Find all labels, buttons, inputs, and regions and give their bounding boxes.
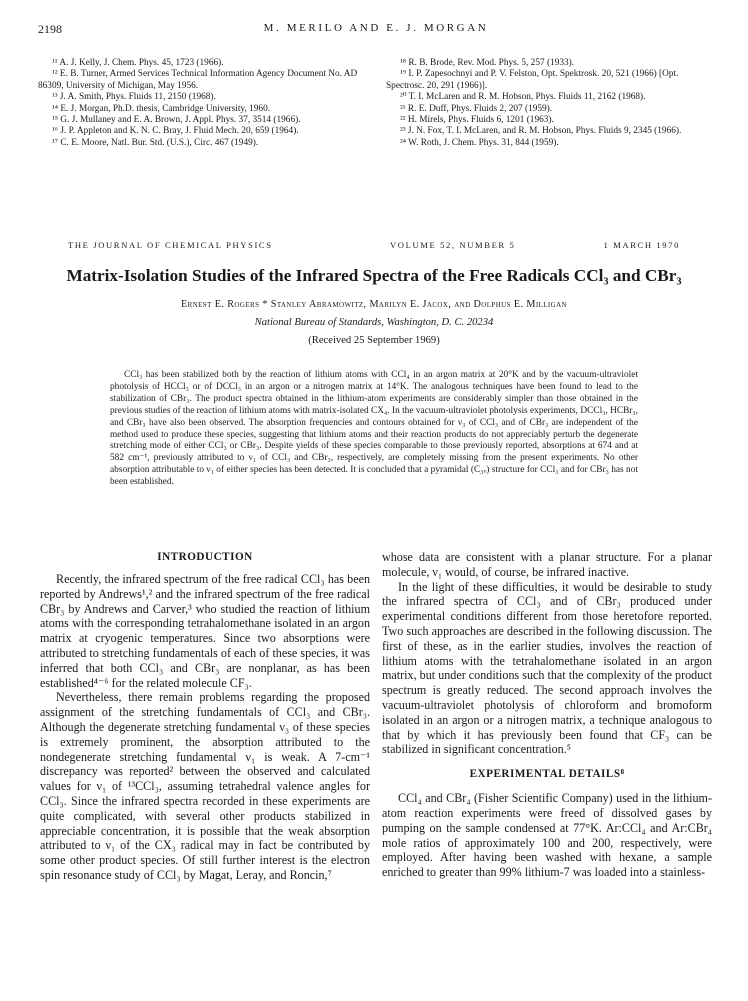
journal-volume: VOLUME 52, NUMBER 5 [390, 240, 516, 250]
reference: ²¹ R. E. Duff, Phys. Fluids 2, 207 (1959). [400, 103, 553, 114]
running-authors: M. MERILO AND E. J. MORGAN [263, 22, 489, 34]
reference: ¹⁷ C. E. Moore, Natl. Bur. Std. (U.S.), Circ. 467 (1949). [52, 137, 259, 148]
article-authors: Ernest E. Rogers * Stanley Abramowitz, Marilyn E. Jacox, and Dolphus E. Milligan [180, 299, 568, 310]
reference: ¹³ J. A. Smith, Phys. Fluids 11, 2150 (1968). [52, 92, 216, 103]
body-left-column [40, 550, 370, 883]
journal-line [68, 240, 680, 254]
reference: ¹¹ A. J. Kelly, J. Chem. Phys. 45, 1723 (1966). [52, 58, 224, 68]
paragraph: In the light of these difficulties, it would be desirable to study the infrared spectra of CCl₃ and of CBr₃ produced under experimental conditions different from those heretofore reported. Two such approaches are described in the following discussion. The first of these, as in the earlier studies, involves the reaction of lithium atoms with the tetrahalomethane isolated in an argon matrix, but under conditions such that the complexity of the product spectrum is greatly reduced. The second approach involves the vacuum-ultraviolet photolysis of chloroform and bromoform isolated in an argon or a nitrogen matrix, a technique analogous to that by which it has previously been found that CF₃ can be stabilized in significant concentration.⁵ [382, 579, 712, 757]
body-right-column [382, 550, 712, 880]
reference: ¹⁵ G. J. Mullaney and E. A. Brown, J. Appl. Phys. 37, 3514 (1966). [52, 115, 301, 126]
reference: ¹⁴ E. J. Morgan, Ph.D. thesis, Cambridge University, 1960. [52, 103, 271, 114]
references-right-column [386, 58, 711, 149]
paragraph: Recently, the infrared spectrum of the free radical CCl₃ has been reported by Andrews¹,² and the infrared spectrum of the free radical CBr₃ by Andrews and Carver,³ who studied the reaction of lithium atoms with the corresponding tetrahalomethane isolated in an argon matrix at cryogenic temperatures. Since two absorptions were attributed to stretching fundamentals of each of these species, it was inferred that both CCl₃ and CBr₃ are nonplanar, as has been established⁴⁻⁶ for the related molecule CF₃. [40, 572, 370, 690]
received-date: (Received 25 September 1969) [308, 335, 440, 346]
reference: ¹⁸ R. B. Brode, Rev. Mod. Phys. 5, 257 (1933). [400, 58, 575, 68]
introduction-heading: INTRODUCTION [157, 551, 253, 563]
reference: ¹⁶ J. P. Appleton and K. N. C. Bray, J. Fluid Mech. 20, 659 (1964). [52, 126, 299, 137]
reference: ²² H. Mirels, Phys. Fluids 6, 1201 (1963). [400, 115, 554, 126]
references-left-column [38, 58, 363, 149]
paragraph: Nevertheless, there remain problems regarding the proposed assignment of the stretching fundamentals of CCl₃ and CBr₃. Although the degenerate stretching fundamental ν₃ of these species is extremely prominent, the absorption attributed to the nondegenerate stretching fundamental ν₁ is weak. A 7-cm⁻¹ discrepancy was reported² between the observed and calculated values for ν₁ of ¹³CCl₃, assuming tetrahedral valence angles for CCl₃. Since the infrared spectra recorded in these experiments are quite complicated, with several other products stabilized in appreciable concentration, it is possible that the weak absorption attributed to ν₁ of the CX₃ radical may in fact be contributed by some other product species. Of still further interest is the electron spin resonance study of CCl₃ by Magat, Leray, and Roncin,⁷ [40, 690, 370, 882]
journal-date: 1 MARCH 1970 [603, 240, 680, 250]
reference: ¹² E. B. Turner, Armed Services Technical Information Agency Document No. AD 86309, University of Michigan, May 1956. [38, 69, 358, 91]
paragraph: CCl₄ and CBr₄ (Fisher Scientific Company) used in the lithium-atom reaction experiments were freed of dissolved gases by pumping on the sample condensed at 77°K. Ar:CCl₄ and Ar:CBr₄ mole ratios of approximately 100 and 200, respectively, were employed. After having been washed with hexane, a sample enriched to greater than 99% lithium-7 was loaded into a stainless- [382, 791, 712, 880]
article-affiliation: National Bureau of Standards, Washington, D. C. 20234 [254, 317, 494, 328]
reference: ¹⁹ I. P. Zapesochnyi and P. V. Felston, Opt. Spektrosk. 20, 521 (1966) [Opt. Spectrosc. 20, 291 (1966)]. [386, 69, 679, 91]
reference: ²⁰ T. I. McLaren and R. M. Hobson, Phys. Fluids 11, 2162 (1968). [400, 92, 646, 103]
journal-name: THE JOURNAL OF CHEMICAL PHYSICS [68, 240, 273, 250]
experimental-heading: EXPERIMENTAL DETAILS⁸ [469, 768, 625, 781]
reference: ²⁴ W. Roth, J. Chem. Phys. 31, 844 (1959). [400, 137, 559, 148]
abstract: CCl₃ has been stabilized both by the reaction of lithium atoms with CCl₄ in an argon matrix at 20°K and by the vacuum-ultraviolet photolysis of HCCl₃ or of DCCl₃ in an argon or a nitrogen matrix at 14°K. The analogous techniques have been found to lead to the stabilization of CBr₃. The product spectra obtained in the lithium-atom experiments are considerably simpler than those obtained in the previous studies of the reaction of lithium atoms with matrix-isolated CX₄. In the vacuum-ultraviolet photolysis experiments, DCCl₃, HCBr₃, and CBr₃ have also been observed. The absorption frequencies and contours obtained for ν₃ of CCl₃ and of CBr₃ are independent of the method used to produce these species, suggesting that lithium atoms and their reaction products do not appreciably perturb the degenerate stretching mode of either CCl₃ or CBr₃. Despite yields of these species comparable to those previously reported, absorptions at 674 and at 582 cm⁻¹, previously attributed to ν₁ of CCl₃ and CBr₃, respectively, are completely missing from the present experiments. No other absorption attributable to ν₁ of either species has been detected. It is concluded that a pyramidal (C₃ᵥ) structure for CCl₃ and for CBr₃ has not been established. [110, 370, 639, 488]
running-head [38, 22, 714, 40]
reference: ²³ J. N. Fox, T. I. McLaren, and R. M. Hobson, Phys. Fluids 9, 2345 (1966). [400, 126, 682, 137]
article-title: Matrix-Isolation Studies of the Infrared Spectra of the Free Radicals CCl₃ and CBr₃ [66, 266, 682, 285]
paragraph: whose data are consistent with a planar structure. For a planar molecule, ν₁ would, of course, be infrared inactive. [382, 550, 712, 579]
page-number: 2198 [38, 22, 62, 36]
